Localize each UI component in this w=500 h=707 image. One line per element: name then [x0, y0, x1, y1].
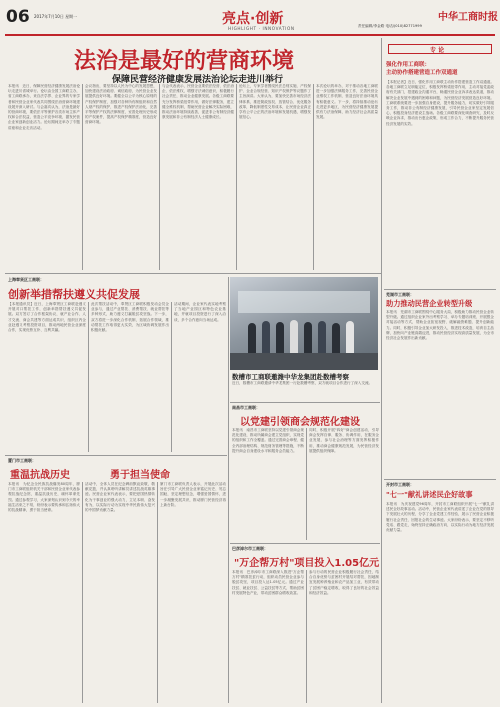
sidebar-body-text: 【本报记者】近日，强化作用工商联主动协作搭建营造工作双通道。各地工商联立足职能定位，积极发挥桥梁纽带作用，主动对接党委政府有关部门，搭建政企沟通平台，畅通民营企业诉求表达渠道，推动解决企业发展中遇到的困难和问题，为民营经济发展营造良好环境。工商联系统要进一步加强自身建设，提升服务能力，切实做好引导服务工作，推动非公有制经济健康发展，引导民营企业家坚定发展信心，积极投身经济建设主战场。各级工商联要深化调查研究，及时反映企业诉求，推动出台惠企政策，形成工作合力，不断提升服务民营经济发展的实效。	[386, 80, 494, 126]
main-headline: 法治是最好的营商环境	[74, 49, 295, 74]
header-rule	[5, 34, 495, 36]
news-photo	[230, 277, 378, 370]
page-header	[0, 0, 500, 36]
sidebar-sub-title: 助力推动民营企业转型升级	[386, 299, 473, 308]
paper-logo: 中华工商时报	[438, 12, 498, 23]
a2-title: 重温抗战历史	[10, 470, 70, 481]
a2-title-b: 勇于担当使命	[110, 470, 170, 481]
sidebar-title-line1: 强化作用工商联：	[386, 62, 431, 68]
a4-body: 参与行动的民营企业积极履行社会责任，结合自身优势与贫困村开展结对帮扶，因地制宜发展种养殖业和农产品加工业，有效带动了贫困户稳定增收，取得了良好的社会效益和经济效益。	[309, 570, 379, 595]
section-title-en: HIGHLIGHT · INNOVATION	[228, 26, 295, 31]
a3-title: 以党建引领商会规范化建设	[240, 417, 360, 428]
main-body-text: 会议指出，要坚持以人民为中心的发展思想，加快建设法治政府、诚信政府，为民营企业发展提供良好环境。要健全以公平为核心原则的产权保护制度，加强对各种所有制组织和自然人财产权的保护，推进产权保护法治化，完善平等保护产权的法律制度，妥善处理历史形成的产权案件，提高产权保护精准度，营造良好营商环境。	[85, 84, 157, 125]
editor-info: 责任编辑/李金路 电话/(010)82771999	[358, 24, 422, 28]
a1-body: 此次帮扶活动中，奉贤区工商联积极发动会员企业参与，通过产业帮扶、消费帮扶、就业帮扶等多种形式，助力遵义打赢脱贫攻坚战。下一步，双方将进一步深化合作机制，拓展合作领域，推动帮扶工作取得更大实效，为区域协调发展作出积极贡献。	[91, 302, 169, 333]
a2-body: 厦门市工商联负责人表示，开展此次活动旨在引导广大民营企业家铭记历史、勿忘国耻，坚定理想信念，增强爱国情怀，进一步凝聚发展共识，推动厦门民营经济再上新台阶。	[160, 482, 226, 507]
sidebar-sub-section: 芜湖市工商联：	[386, 292, 414, 297]
a2-body: 本报讯 为纪念全民族抗战爆发80周年，厦门市工商联组织机关干部和民营企业家代表参观抗战纪念馆，重温抗战历史，缅怀革命先烈。通过参观学习，大家深刻认识到今天的幸福生活来之不易，纷纷表示要传承和弘扬伟大的抗战精神，勇于担当使命。	[8, 482, 80, 513]
a1-body: 【本报通讯员】近日，上海奉贤区工商联赴遵义开展对口帮扶工作，创新举措帮扶遵义共促发展。双方签订了合作框架协议，就产业合作、人才交流、商会共建等方面达成共识，组织区内企业赴遵义考察投资项目，推动两地民营企业深度合作，实现优势互补、互利共赢。	[8, 302, 86, 333]
section-title: 亮点·创新	[222, 11, 284, 27]
a4-body: 本报讯 巴彦淖尔市工商联深入推进"万企帮万村"精准扶贫行动，组织动员民营企业参与脱贫攻坚，项目投入达1.05亿元。通过产业扶贫、就业扶贫、公益扶贫等方式，帮助贫困村发展特色产业，带动贫困群众增收致富。	[232, 570, 304, 595]
a2-section: 厦门市工商联：	[8, 458, 36, 463]
photo-caption: 数槽市工商联邀潍中华龙集团赴数槽考察	[232, 373, 349, 381]
main-body-text: 本报讯 近日，保障民营经济健康发展法治论坛走进川省城举行。论坛由全国工商联主办，省工商联承办，来自法学界、企业界的专家学者和民营企业家代表共同围绕法治营商环境建设展开深入研讨。与会嘉宾认为，法治是最好的营商环境，要依法平等保护各类市场主体产权和合法权益，营造公平竞争环境，激发民营企业家创新创业活力。论坛期间还举办了专题讲座和企业走访活动。	[8, 84, 80, 130]
header-date: 2017年7月10日 星期一	[34, 14, 78, 19]
sidebar-sub2-body: 本报讯 为庆祝建党96周年，开封市工商联组织开展"七一"献礼讲述民企好故事活动。活动中，民营企业家代表讲述了企业在党的领导下发展壮大的历程，分享了企业党建工作经验，展示了民营企业积极履行社会责任、回报社会的生动事迹。大家纷纷表示，要坚定不移听党话、跟党走，始终坚持正确政治方向，以实际行动为地方经济发展贡献力量。	[386, 502, 494, 533]
a4-section: 巴彦淖尔市工商联：	[232, 546, 268, 551]
a1-section: 上海奉贤区工商联：	[8, 277, 44, 282]
a4-title: "万企帮万村"项目投入1.05亿元	[234, 558, 380, 569]
a3-body: 同时，积极开展"四好"商会创建活动，引导商会发挥自律、服务、协调作用，在服务企业发展、参与社会治理等方面发挥积极作用，推动商会健康规范发展，为民营经济发展提供组织保障。	[309, 428, 379, 453]
a2-body: 活动中，全体人员在纪念碑前默哀致敬，敬献花篮，并认真聆听讲解员讲述抗战英雄事迹。民营企业家代表表示，要把爱国热情转化为干事创业的强大动力，立足本职、奋发有为，以实际行动为实现中华民族伟大复兴的中国梦贡献力量。	[85, 482, 155, 513]
photo-caption-text: 近日，数槽市工商联邀请中华龙集团一行赴数槽考察，双方就项目合作进行了深入交流。	[232, 381, 373, 385]
page-number: 06	[6, 7, 30, 27]
sidebar-sub-body: 本报讯 芜湖市工商联围绕中心服务大局，积极助力推动民营企业转型升级。通过组织企业家外出考察学习、举办专题培训班、开展银企对接活动等方式，帮助企业拓宽视野、破解融资难题、提升创新能力。同时，积极引导企业加大研发投入，推进技术改造，培育自主品牌，加快向产业链高端迈进，推动民营经济实现高质量发展，为全市经济社会发展作出新贡献。	[386, 310, 494, 341]
sidebar-sub2-section: 开封市工商联：	[386, 482, 414, 487]
main-body-text: 论坛上，专家学者围绕民法总则实施、产权保护、企业合规经营、知识产权保护等议题作了主旨演讲。大家认为，要加快完善市场经济法律体系，推进简政放权、放管结合、优化服务改革，降低制度性交易成本，让民营企业真正享有公平公正的法治环境和发展机遇，增强发展信心。	[239, 84, 311, 120]
a1-title: 创新举措帮扶遵义共促发展	[8, 288, 140, 301]
sidebar-sub2-title: "七一"献礼讲述民企好故事	[386, 490, 473, 499]
main-body-text: 本次论坛的举办，对于推动各地工商联进一步加强法律服务工作，完善民营企业维权工作机制，营造良好法治环境具有积极意义。下一步，将持续推动论坛走进更多地区，为民营经济健康发展提供有力法治保障，助力经济社会高质量发展。	[316, 84, 378, 120]
sidebar-title-line2: 主动协作搭建营造工作双通道	[386, 70, 458, 76]
a1-body: 活动期间，企业家代表实地考察了当地产业园区和特色农业基地，并就项目投资进行了深入洽谈，多个合作意向当场达成。	[174, 302, 226, 322]
a3-body: 本报讯 南昌市工商联坚持以党建引领商会规范化建设，推动所属商会建立党组织，实现党的组织和工作全覆盖。通过完善商会章程、健全内部治理结构、规范财务管理等措施，不断提升商会自身建设水平和服务会员能力。	[232, 428, 304, 453]
a3-section: 南昌市工商联：	[232, 405, 260, 410]
sidebar-label: 专 论	[430, 47, 445, 54]
main-subheadline: 保障民营经济健康发展法治论坛走进川举行	[112, 75, 284, 85]
main-body-text: 与会代表表示，民营企业要依法经营、依法治企、依法维权，增强守法诚信意识，积极履行社会责任，推动企业健康发展。各级工商联要充分发挥桥梁纽带作用，做好法律服务，建立健全维权机制，帮助民营企业解决实际困难，推动法治环境持续改善，促进非公有制经济健康发展和非公有制经济人士健康成长。	[162, 84, 234, 120]
